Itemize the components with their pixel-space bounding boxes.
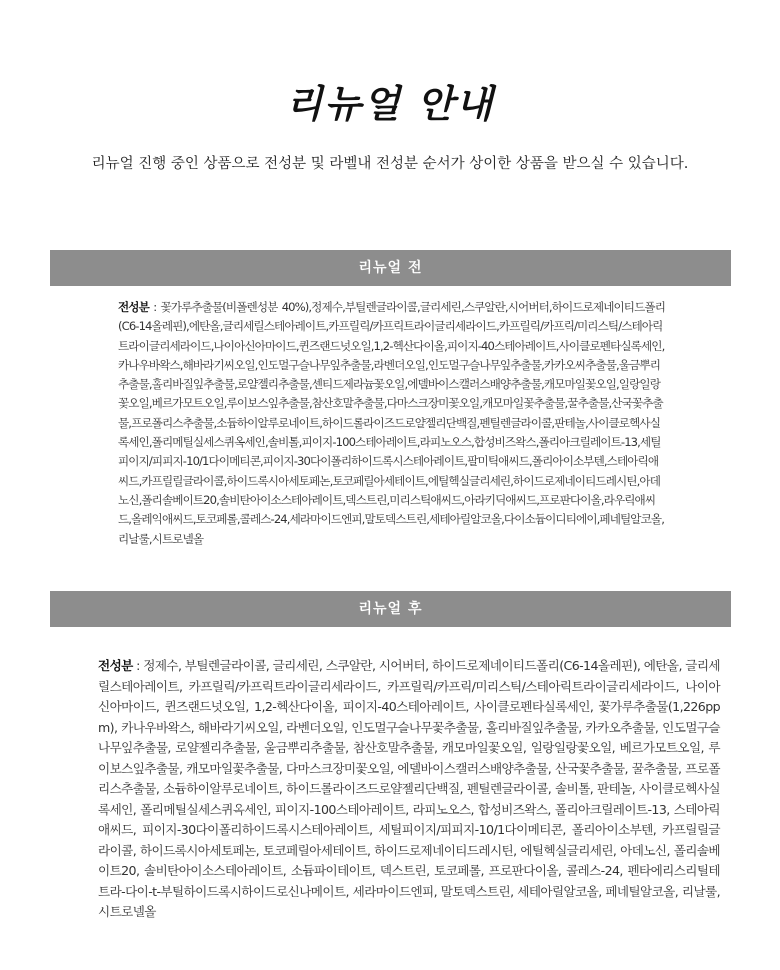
before-ingredients-text: 꽃가루추출물(비폴렌성분 40%),정제수,부틸렌글라이콜,글리세린,스쿠알란,시어버터,하이드로제네이티드폴리(C6-14올레핀),에탄올,글리세릴스테아레이트,카프릴릭/카프릭트라이글리세라이드,카프릴릭/카프릭/미리스틱/스테아릭트라이글리세라이드,나이아신아마이드,퀸즈랜드넛오일,1,2-헥산다이올,피이지-40스테아레이트,사이클로펜타실록세인,카나우바왁스,해바라기씨오일,인도멀구슬나무잎추출물,라벤더오일,인도멀구슬나무잎추출물,카카오씨추출물,울금뿌리추출물,홀리바질잎추출물,로얄젤리추출물,센티드제라늄꽃오일,에델바이스캘러스배양추출물,캐모마일꽃오일,일랑일랑꽃오일,베르가모트오일,루이보스잎추출물,참산호말추출물,다마스크장미꽃오일,캐모마일꽃추출물,꿀추출물,산국꽃추출물,프로폴리스추출물,소듐하이알루로네이트,하이드롤라이즈드로얄젤리단백질,펜틸렌글라이콜,판테놀,사이클로헥사실록세인,폴리메틸실세스퀴옥세인,솔비톨,피이지-100스테아레이트,라피노오스,합성비즈왁스,폴리아크릴레이트-13,세틸피이지/피피지-10/1다이메티콘,피이지-30다이폴리하이드록시스테아레이트,팔미틱애씨드,폴리아이소부텐,스테아릭애씨드,카프릴릴글라이콜,하이드록시아세토페논,토코페릴아세테이트,에틸헥실글리세린,하이드로제네이티드레시틴,아데노신,폴리솔베이트20,솔비탄아이소스테아레이트,덱스트린,미리스틱애씨드,아라키딕애씨드,프로판다이올,라우릭애씨드,올레익애씨드,토코페롤,콜레스-24,세라마이드엔피,말토덱스트린,세테아릴알코올,다이소듐이디티에이,페네틸알코올,리날룰,시트로넬올 [118, 300, 666, 546]
after-ingredients [98, 656, 720, 923]
before-ingredients-label: 전성분 [118, 300, 149, 314]
after-renewal-header: 리뉴얼 후 [50, 591, 731, 627]
page-subtitle: 리뉴얼 진행 중인 상품으로 전성분 및 라벨내 전성분 순서가 상이한 상품을 받으실 수 있습니다. [91, 156, 689, 172]
before-ingredients [118, 298, 665, 549]
page-title: 리뉴얼 안내 [285, 82, 495, 126]
before-renewal-header: 리뉴얼 전 [50, 250, 731, 286]
before-ingredients-separator: : [148, 300, 161, 314]
after-ingredients-label: 전성분 [98, 658, 133, 673]
after-ingredients-text: 정제수, 부틸렌글라이콜, 글리세린, 스쿠알란, 시어버터, 하이드로제네이티드폴리(C6-14올레핀), 에탄올, 글리세릴스테아레이트, 카프릴릭/카프릭트라이글리세라이드, 카프릴릭/카프릭/미리스틱/스테아릭트라이글리세라이드, 나이아신아마이드, 퀸즈랜드넛오일, 1,2-헥산다이올, 피이지-40스테아레이트, 사이클로펜타실록세인, 꽃가루추출물(1,226ppm), 카나우바왁스, 해바라기씨오일, 라벤더오일, 인도멀구슬나무꽃추출물, 홀리바질잎추출물, 카카오추출물, 인도멀구슬나무잎추출물, 로얄젤리추출물, 울금뿌리추출물, 참산호말추출물, 캐모마일꽃오일, 일랑일랑꽃오일, 베르가모트오일, 루이보스잎추출물, 캐모마일꽃추출물, 다마스크장미꽃오일, 에델바이스캘러스배양추출물, 산국꽃추출물, 꿀추출물, 프로폴리스추출물, 소듐하이알루로네이트, 하이드롤라이즈드로얄젤리단백질, 펜틸렌글라이콜, 솔비톨, 판테놀, 사이클로헥사실록세인, 폴리메틸실세스퀴옥세인, 피이지-100스테아레이트, 라피노오스, 합성비즈왁스, 폴리아크릴레이트-13, 스테아릭애씨드, 피이지-30다이폴리하이드록시스테아레이트, 세틸피이지/피피지-10/1다이메티콘, 폴리아이소부텐, 카프릴릴글라이콜, 하이드록시아세토페논, 토코페릴아세테이트, 하이드로제네이티드레시틴, 에틸헥실글리세린, 아데노신, 폴리솔베이트20, 솔비탄아이소스테아레이트, 소듐파이테이트, 덱스트린, 토코페롤, 프로판다이올, 콜레스-24, 펜타에리스리틸테트라-다이-t-부틸하이드록시하이드로신나메이트, 세라마이드엔피, 말토덱스트린, 세테아릴알코올, 페네틸알코올, 리날룰, 시트로넬올 [98, 658, 720, 919]
after-ingredients-separator: : [132, 658, 144, 673]
